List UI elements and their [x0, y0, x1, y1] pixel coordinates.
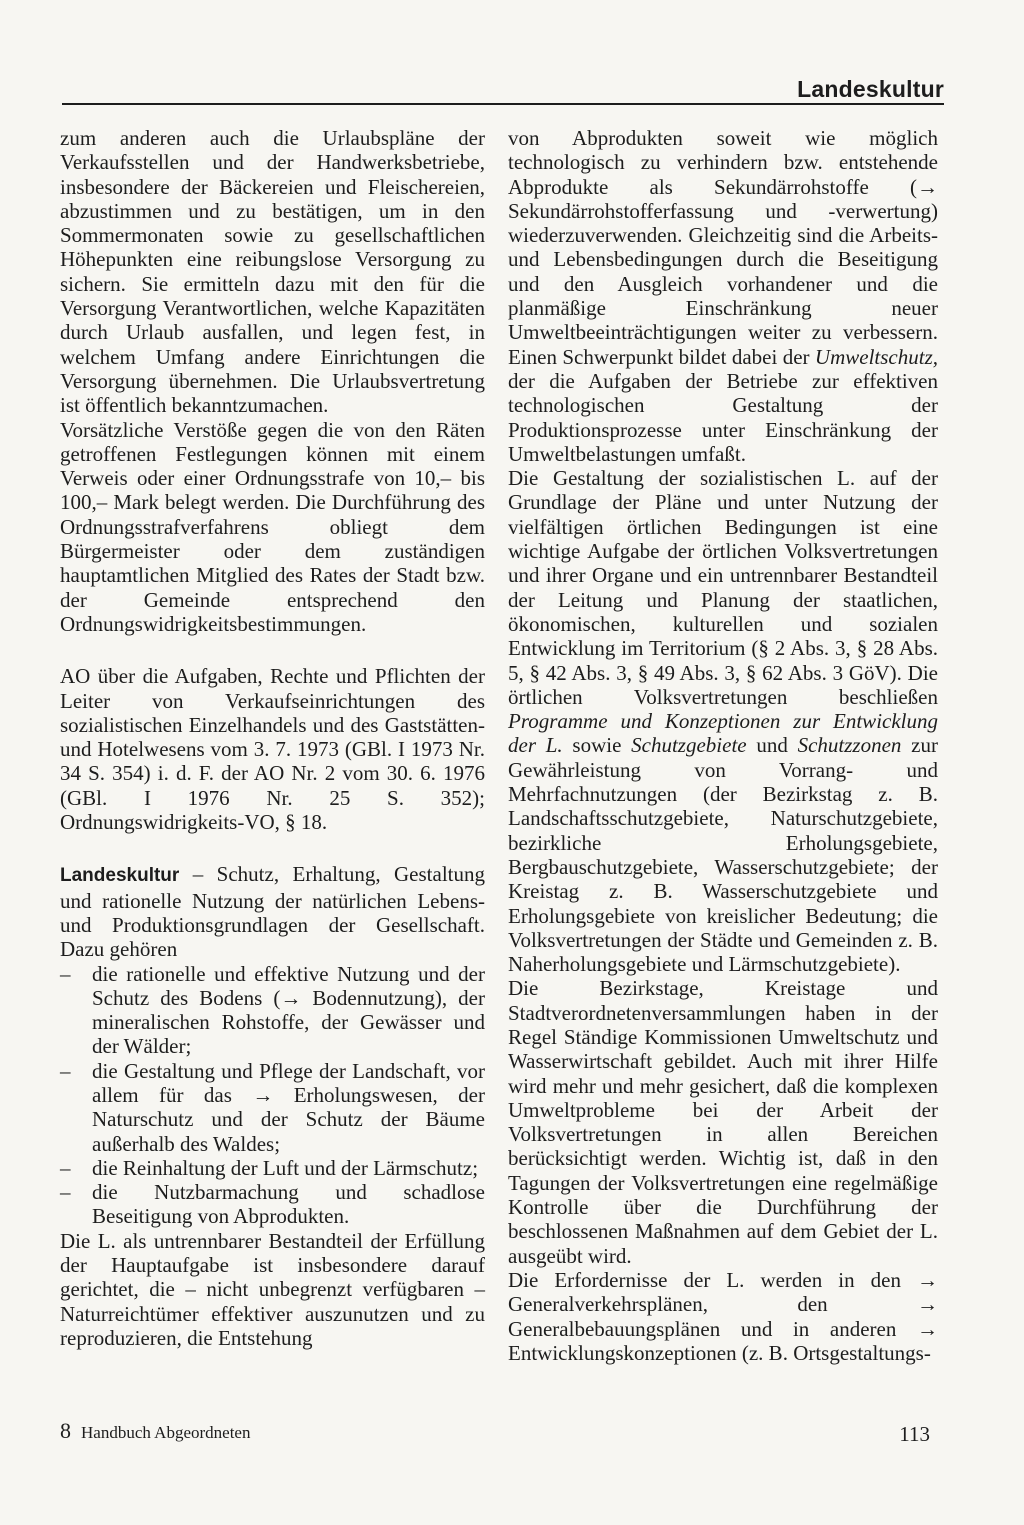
paragraph-main-task: Die L. als untrennbarer Bestandteil der Erfüllung der Hauptaufgabe ist insbesondere darauf gerichtet, die – nicht unbegrenzt verfügbaren – Naturreichtümer effektiver auszunutzen und zu reproduzieren, die Entstehung	[60, 1228, 485, 1350]
emphasis-term: Schutzzonen	[797, 733, 902, 758]
paragraph-commissions: Die Bezirkstage, Kreistage und Stadtverordnetenversammlungen haben in der Regel Ständige Kommissionen Umweltschutz und Wasserwirtschaft gebildet. Auch mit ihrer Hilfe wird mehr und mehr gesichert, daß die komplexen Umweltprobleme bei der Arbeit der Volksvertretungen in allen Bereichen berücksichtigt werden. Wichtig ist, daß in den Tagungen der Volksvertretungen eine regelmäßige Kontrolle über die Durchführung der beschlossenen Maßnahmen auf dem Gebiet der L. ausgeübt wird.	[508, 976, 938, 1268]
list-item	[60, 962, 485, 1059]
entry-list	[60, 962, 485, 1229]
emphasis-term: Programme und Konzeptionen zur Entwicklung der L.	[508, 709, 938, 758]
entry-definition	[60, 862, 485, 961]
text-run: sowie	[562, 733, 632, 758]
list-dash: –	[60, 1180, 71, 1205]
page-number: 113	[899, 1422, 930, 1446]
running-head-title: Landeskultur	[797, 76, 944, 102]
paragraph-violations: Vorsätzliche Verstöße gegen die von den Räten getroffenen Festlegungen können mit einem Verweis oder einer Ordnungsstrafe von 10,– bis 100,– Mark belegt werden. Die Durchführung des Ordnungsstrafverfahrens obliegt dem Bürgermeister oder dem zuständigen hauptamtlichen Mitglied des Rates der Stadt bzw. der Gemeinde entsprechend den Ordnungswidrigkeitsbestimmungen.	[60, 417, 485, 636]
right-column	[508, 126, 938, 1365]
list-item-text: die Gestaltung und Pflege der Landschaft, vor allem für das → Erholungswesen, der Naturschutz und der Schutz der Bäume außerhalb des Waldes;	[92, 1058, 485, 1156]
paragraph-gap	[60, 636, 485, 664]
legal-reference: AO über die Aufgaben, Rechte und Pflichten der Leiter von Verkaufseinrichtungen des sozialistischen Einzelhandels und des Gaststätten- und Hotelwesens vom 3. 7. 1973 (GBl. I 1973 Nr. 34 S. 354) i. d. F. der AO Nr. 2 vom 30. 6. 1976 (GBl. I 1976 Nr. 25 S. 352); Ordnungswidrigkeits-VO, § 18.	[60, 664, 485, 835]
text-run: von Abprodukten soweit wie möglich technologisch zu verhindern bzw. entstehende Abprodukte als Sekundärrohstoffe (→ Sekundärrohstofferfassung und -verwertung) wiederzuverwenden. Gleichzeitig sind die Arbeits- und Lebensbedingungen durch die Beseitigung und den Ausgleich vorhandener und die planmäßige Einschränkung neuer Umweltbeeinträchtigungen weiter zu verbessern. Einen Schwerpunkt bildet dabei der	[508, 126, 938, 369]
text-run: Die Gestaltung der sozialistischen L. auf der Grundlage der Pläne und unter Nutzung der vielfältigen örtlichen Bedingungen ist eine wichtige Aufgabe der örtlichen Volksvertretungen und ihrer Organe und ein untrennbarer Bestandteil der Leitung und Planung der staatlichen, ökonomischen, kulturellen und sozialen Entwicklung im Territorium (§ 2 Abs. 3, § 28 Abs. 5, § 42 Abs. 3, § 49 Abs. 3, § 62 Abs. 3 GöV). Die örtlichen Volksvertretungen beschließen	[508, 466, 938, 709]
emphasis-term: Umweltschutz,	[814, 344, 938, 369]
list-item-text: die Nutzbarmachung und schadlose Beseitigung von Abprodukten.	[92, 1180, 485, 1229]
paragraph-waste-products	[508, 126, 938, 466]
signature-number: 8	[60, 1418, 71, 1443]
list-item	[60, 1059, 485, 1156]
paragraph-requirements: Die Erfordernisse der L. werden in den → Generalverkehrsplänen, den → Generalbebauungsplänen und in anderen → Entwicklungskonzeptionen (z. B. Ortsgestaltungs-	[508, 1267, 938, 1365]
header-rule	[62, 103, 944, 105]
list-dash: –	[60, 1155, 71, 1180]
paragraph-local-representation	[508, 466, 938, 976]
text-run: und	[746, 733, 798, 758]
text-run: zur Gewährleistung von Vorrang- und Mehrfachnutzungen (der Bezirkstag z. B. Landschaftsschutzgebiete, Naturschutzgebiete, bezirkliche Erholungsgebiete, Bergbauschutzgebiete, Wasserschutzgebiete; der Kreistag z. B. Wasserschutzgebiete und Erholungsgebiete von kreislicher Bedeutung; die Volksvertretungen der Städte und Gemeinden z. B. Naherholungsgebiete und Lärmschutzgebiete).	[508, 733, 938, 977]
entry-term: Landeskultur	[60, 865, 180, 887]
list-dash: –	[60, 1058, 71, 1083]
paragraph-vacation-plans: zum anderen auch die Urlaubspläne der Verkaufsstellen und der Handwerksbetriebe, insbesondere der Bäckereien und Fleischereien, abzustimmen und zu bestätigen, um in den Sommermonaten sowie zu gesellschaftlichen Höhepunkten eine reibungslose Versorgung zu sichern. Sie ermitteln dazu mit den für die Versorgung Verantwortlichen, welche Kapazitäten durch Urlaub ausfallen, und legen fest, in welchem Umfang andere Einrichtungen die Versorgung übernehmen. Die Urlaubsvertretung ist öffentlich bekanntzumachen.	[60, 126, 485, 418]
list-item-text: die rationelle und effektive Nutzung und der Schutz des Bodens (→ Bodennutzung), der mineralischen Rohstoffe, der Gewässer und der Wälder;	[92, 961, 485, 1059]
footer-signature	[60, 1418, 250, 1444]
list-dash: –	[60, 961, 71, 986]
list-item	[60, 1180, 485, 1229]
entry-intro: – Schutz, Erhaltung, Gestaltung und rationelle Nutzung der natürlichen Lebens- und Produktionsgrundlagen der Gesellschaft. Dazu gehören	[60, 862, 485, 962]
emphasis-term: Schutzgebiete	[631, 733, 747, 758]
list-item	[60, 1156, 485, 1180]
left-column	[60, 126, 485, 1350]
list-item-text: die Reinhaltung der Luft und der Lärmschutz;	[92, 1155, 479, 1180]
text-run: der die Aufgaben der Betriebe zur effektiven technologischen Gestaltung der Produktionsprozesse unter Einschränkung der Umweltbelastungen umfaßt.	[508, 368, 938, 466]
paragraph-gap	[60, 834, 485, 862]
book-title: Handbuch Abgeordneten	[81, 1423, 251, 1442]
